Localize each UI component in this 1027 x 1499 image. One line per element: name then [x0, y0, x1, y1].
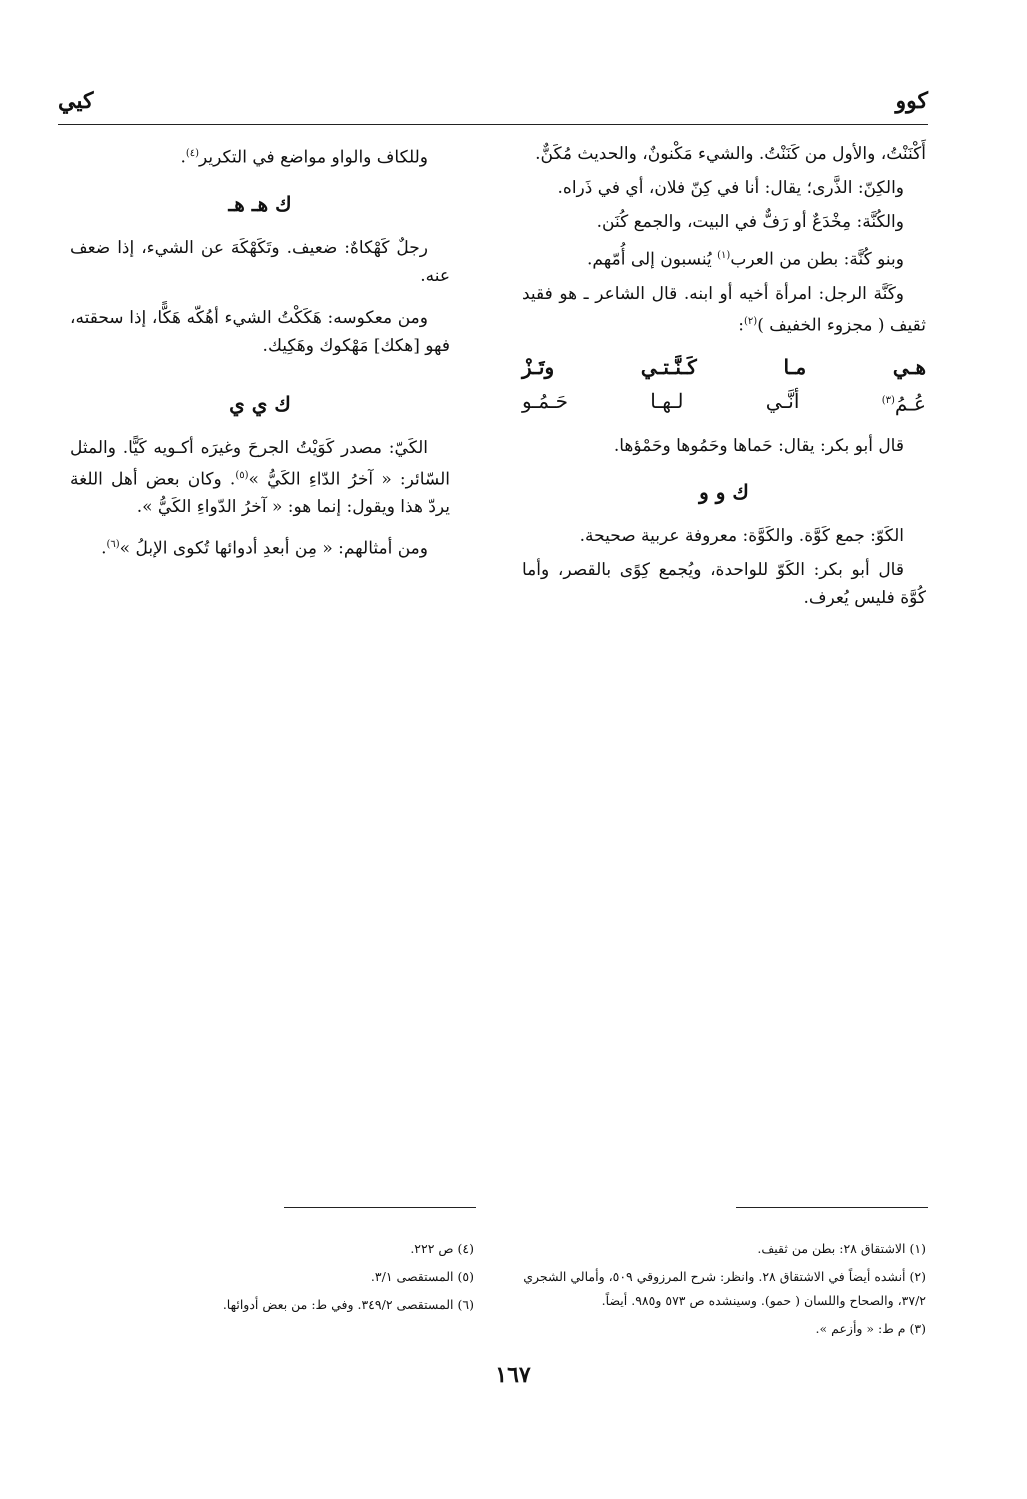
- paragraph-text: وللكاف والواو مواضع في التكرير: [199, 147, 428, 168]
- paragraph-text: ومن أمثالهم: « مِن أبعدِ أدوائها تُكوى الإبلُ »: [119, 538, 428, 559]
- verse-word: حَـمُـو: [522, 389, 568, 414]
- paragraph: [70, 531, 450, 563]
- paragraph: أَكْنَنْتُ، والأول من كَنَنْتُ. والشيء مَكْنونٌ، والحديث مُكَنٌّ.: [535, 144, 926, 164]
- verse-word: [882, 387, 926, 418]
- verse-word: كَـنَّـتـي: [640, 355, 697, 380]
- paragraph-text: يُنسبون إلى أُمّهم.: [587, 249, 718, 270]
- verse-word: وتَـزْ: [522, 355, 555, 380]
- paragraph: ومن معكوسه: هَكَكْتُ الشيء أهُكّه هَكًّا، إذا سحقته، فهو [هكك] مَهْكوك وهَكِيك.: [70, 307, 450, 356]
- verse-word: لـهـا: [650, 389, 684, 414]
- verse-word-text: عُـمُ: [894, 391, 926, 416]
- paragraph: [522, 280, 926, 340]
- footnote-ref: (٣): [881, 395, 895, 407]
- verse-word: هـي: [892, 355, 926, 380]
- paragraph: [70, 434, 450, 522]
- paragraph: [522, 242, 926, 274]
- paragraph-text: وكَنَّة الرجل: امرأة أخيه أو ابنه. قال الشاعر ـ هو فقيد ثقيف ( مجزوء الخفيف ): [522, 283, 926, 336]
- footnote: (٢) أنشده أيضاً في الاشتقاق ٢٨. وانظر: شرح المرزوقي ٥٠٩، وأمالي الشجري ٣٧/٢، والصحاح واللسان ( حمو). وسينشده ص ٥٧٣ و٩٨٥. أيضاً.: [523, 1269, 926, 1308]
- footnote-rule: [736, 1207, 928, 1208]
- paragraph: الكَوّ: جمع كَوَّة. والكَوَّة: معروفة عربية صحيحة.: [579, 525, 904, 546]
- footnote: (٤) ص ٢٢٢.: [410, 1241, 474, 1256]
- running-header: [58, 88, 928, 124]
- paragraph-text: .: [101, 538, 107, 559]
- verse-word: أنَّـي: [765, 389, 800, 414]
- verse-word: مـا: [783, 355, 807, 380]
- footnote-ref: (١): [717, 250, 731, 261]
- footnote-ref: (٦): [106, 539, 120, 551]
- paragraph-text: . وكان بعض أهل اللغة يردّ هذا ويقول: إنما هو: « آخرُ الدّواءِ الكَيُّ ».: [70, 469, 450, 518]
- entry-heading: ك هـ هـ: [228, 191, 292, 216]
- entry-heading: ك و و: [699, 479, 749, 504]
- paragraph: قال أبو بكر: يقال: حَماها وحَمُوها وحَمْؤها.: [613, 435, 904, 456]
- header-root-left: كيي: [58, 88, 94, 114]
- footnotes-left: [150, 1237, 474, 1321]
- paragraph-text: الكَيّ: مصدر كَوَيْتُ الجرحَ وغيرَه أكـويه كَيًّا. والمثل السّائر: « آخرُ الدّاءِ الكَيُّ »: [70, 437, 450, 490]
- footnote-ref: (٥): [235, 469, 249, 481]
- footnote-ref: (٤): [185, 148, 200, 159]
- left-column: [70, 140, 450, 569]
- paragraph: والكِنّ: الذَّرى؛ يقال: أنا في كِنّ فلان، أي في ذَراه.: [557, 178, 904, 198]
- header-root-right: كوو: [895, 88, 928, 114]
- paragraph-text: وبنو كُنَّة: بطن من العرب: [730, 249, 904, 270]
- header-rule: [58, 124, 928, 125]
- paragraph-text: .: [180, 147, 186, 168]
- footnotes-right: [522, 1237, 926, 1345]
- footnote-ref: (٢): [744, 315, 758, 327]
- footnote: (٦) المستقصى ٣٤٩/٢. وفي ط: من بعض أدوائها.: [222, 1297, 474, 1312]
- paragraph: [70, 140, 450, 172]
- footnote: (١) الاشتقاق ٢٨: بطن من ثقيف.: [757, 1241, 926, 1256]
- paragraph: قال أبو بكر: الكَوّ للواحدة، ويُجمع كِوًى بالقصر، وأما كُوَّة فليس يُعرف.: [522, 559, 926, 608]
- paragraph: رجلٌ كَهْكاهٌ: ضعيف. وتَكَهْكَهَ عن الشيء، إذا ضعف عنه.: [70, 237, 450, 286]
- footnote-rule: [284, 1207, 476, 1208]
- verse-line-1: [522, 353, 926, 381]
- page-number: ١٦٧: [495, 1362, 531, 1388]
- verse-line-2: [522, 387, 926, 418]
- footnote: (٣) م ط: « وأزعم ».: [815, 1321, 926, 1336]
- footnote: (٥) المستقصى ٣/١.: [370, 1269, 474, 1284]
- paragraph: والكُنَّة: مِخْدَعٌ أو رَفٌّ في البيت، والجمع كُنَن.: [596, 212, 904, 232]
- paragraph-text: :: [738, 315, 744, 336]
- right-column: [522, 140, 926, 618]
- entry-heading: ك ي ي: [229, 391, 291, 416]
